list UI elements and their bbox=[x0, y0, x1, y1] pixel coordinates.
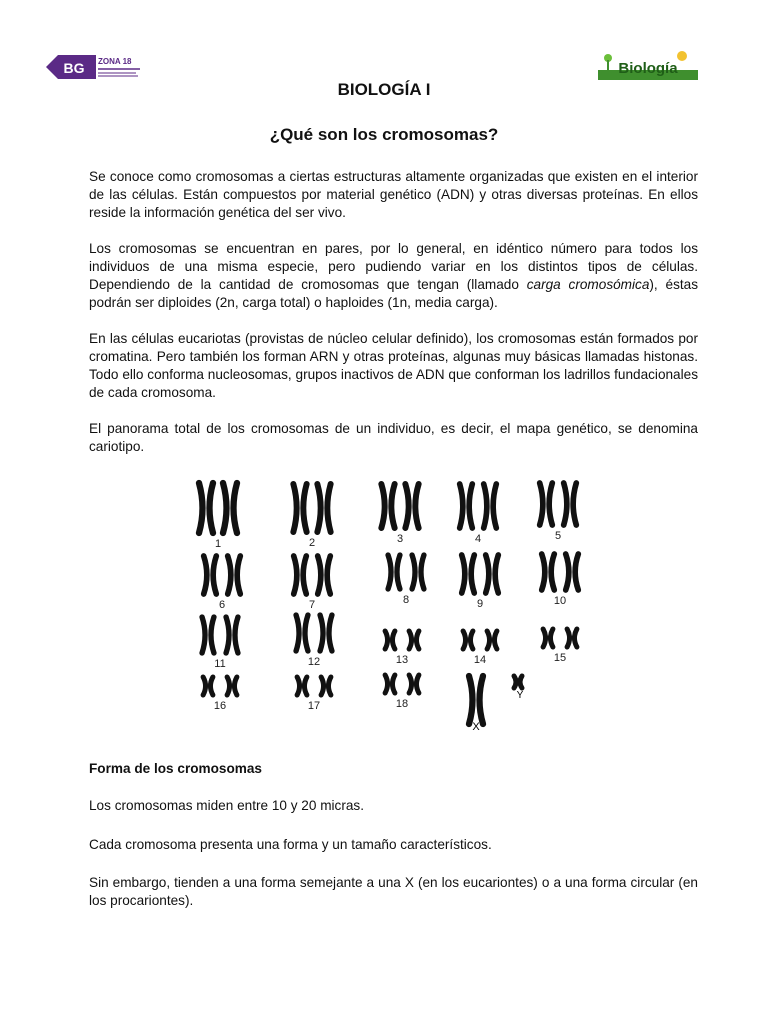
section-heading: Forma de los cromosomas bbox=[89, 761, 262, 776]
biologia-logo bbox=[598, 46, 698, 82]
chromosome-label-13: 13 bbox=[395, 654, 409, 666]
chromosome-label-18: 18 bbox=[395, 698, 409, 710]
chromosome-x bbox=[469, 676, 483, 733]
paragraph-cariotipo: El panorama total de los cromosomas de un individuo, es decir, el mapa genético, se denomina cariotipo. bbox=[89, 421, 698, 454]
chromosome-pair-11 bbox=[202, 617, 238, 670]
chromosome-label-6: 6 bbox=[218, 599, 226, 611]
chromosome-pair-15 bbox=[543, 629, 577, 664]
chromosome-pair-9 bbox=[462, 555, 499, 610]
page-subtitle: ¿Qué son los cromosomas? bbox=[269, 125, 499, 144]
chromosome-pair-18 bbox=[385, 675, 419, 710]
paragraph-intro: Se conoce como cromosomas a ciertas estructuras altamente organizadas que existen en el interior de las células. Están compuestos por material genético (ADN) y otras diversas proteínas. En ellos reside la información genética del ser vivo. bbox=[89, 169, 698, 220]
chromosome-pair-4 bbox=[460, 484, 497, 545]
chromosome-label-y: Y bbox=[516, 690, 524, 701]
page-title: BIOLOGÍA I bbox=[337, 80, 431, 99]
chromosome-pair-14 bbox=[463, 631, 497, 666]
paragraph-pairs-text-1: Los cromosomas se encuentran en pares, por lo general, en idéntico número para todos los individuos de una misma especie, pero pudiendo variar en los distintos tipos de células. Dependiendo de la cantidad de cromosomas que tengan (llamado bbox=[89, 241, 698, 292]
chromosome-label-5: 5 bbox=[554, 530, 562, 542]
section-size-text: Los cromosomas miden entre 10 y 20 micras. bbox=[89, 798, 365, 813]
paragraph-pairs-text-2: ), éstas podrán ser diploides (2n, carga total) o haploides (1n, media carga). bbox=[89, 277, 698, 310]
bg-logo-text: BG bbox=[63, 60, 85, 76]
chromosome-label-17: 17 bbox=[307, 700, 321, 712]
chromosome-pair-3 bbox=[381, 484, 418, 545]
chromosome-label-8: 8 bbox=[402, 594, 410, 606]
chromosome-label-11: 11 bbox=[214, 658, 226, 670]
karyotype-figure bbox=[180, 478, 590, 733]
chromosome-pair-2 bbox=[293, 484, 330, 549]
paragraph-eucariotas: En las células eucariotas (provistas de núcleo celular definido), los cromosomas están formados por cromatina. Pero también los forman ARN y otras proteínas, algunas muy básicas llamadas histonas. Todo ello conforma nucleosomas, grupos inactivos de ADN que conforman los ladrillos fundacionales de cada cromosoma. bbox=[89, 331, 698, 400]
chromosome-label-2: 2 bbox=[308, 537, 316, 549]
bg-zona18-logo bbox=[44, 52, 144, 82]
chromosome-y bbox=[514, 676, 524, 701]
chromosome-label-15: 15 bbox=[553, 652, 567, 664]
zona-logo-text: ZONA 18 bbox=[98, 57, 132, 66]
chromosome-pair-16 bbox=[203, 677, 237, 712]
chromosome-pair-1 bbox=[199, 483, 237, 550]
chromosome-pair-8 bbox=[388, 555, 424, 606]
chromosome-pair-12 bbox=[296, 615, 332, 668]
chromosome-pair-10 bbox=[542, 554, 579, 607]
biologia-logo-text: Biología bbox=[618, 60, 678, 77]
chromosome-pair-6 bbox=[204, 556, 241, 611]
carga-cromosomica-term: carga cromosómica bbox=[526, 277, 650, 292]
chromosome-pair-5 bbox=[540, 483, 577, 542]
chromosome-label-9: 9 bbox=[476, 598, 484, 610]
chromosome-label-7: 7 bbox=[308, 599, 316, 611]
chromosome-label-16: 16 bbox=[213, 700, 227, 712]
chromosome-label-4: 4 bbox=[474, 533, 482, 545]
chromosome-label-10: 10 bbox=[553, 595, 567, 607]
chromosome-pair-13 bbox=[385, 631, 419, 666]
paragraph-pairs bbox=[89, 240, 698, 312]
section-x-shape-text: Sin embargo, tienden a una forma semejante a una X (en los eucariontes) o a una forma circular (en los procariontes). bbox=[89, 875, 698, 908]
chromosome-pair-17 bbox=[297, 677, 331, 712]
chromosome-label-12: 12 bbox=[307, 656, 321, 668]
chromosome-label-14: 14 bbox=[473, 654, 487, 666]
section-shape-text: Cada cromosoma presenta una forma y un tamaño característicos. bbox=[89, 837, 492, 852]
chromosome-label-x: X bbox=[472, 721, 480, 733]
chromosome-label-1: 1 bbox=[214, 538, 222, 550]
chromosome-pair-7 bbox=[294, 556, 331, 611]
chromosome-label-3: 3 bbox=[396, 533, 404, 545]
